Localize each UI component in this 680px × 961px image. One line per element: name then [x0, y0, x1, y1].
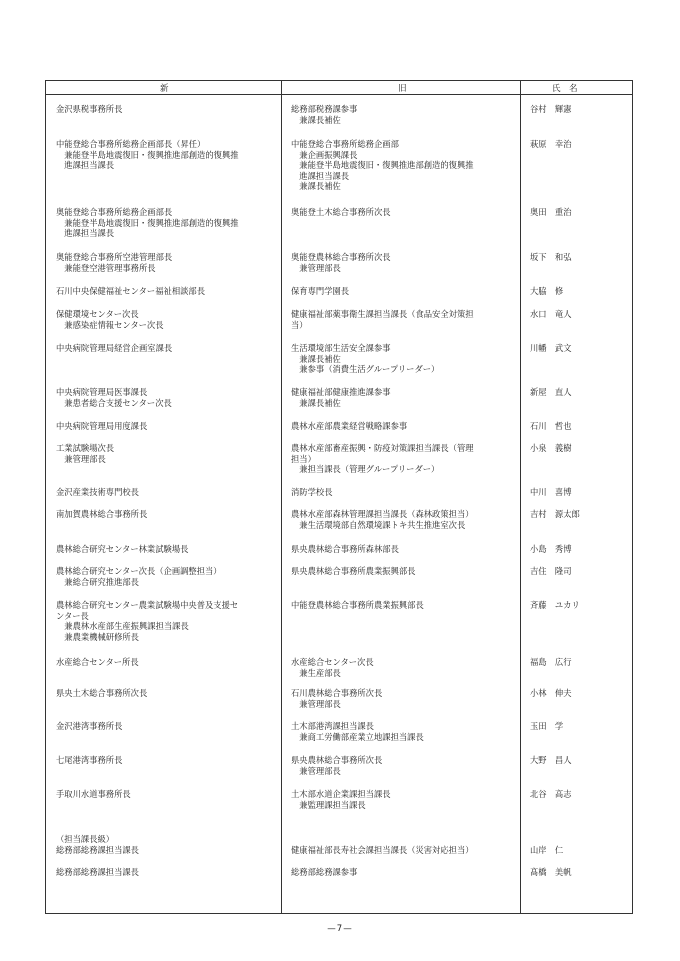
old-position-line: 健康福祉部長寿社会課担当課長（災害対応担当） — [291, 844, 474, 855]
old-position — [291, 834, 519, 855]
person-name — [530, 755, 620, 766]
person-name-line: 谷村 輝憲 — [530, 104, 572, 114]
person-name-line: 髙橋 美帆 — [530, 867, 572, 877]
old-position-line: 生活環境部生活安全課参事 — [291, 343, 391, 353]
new-position — [56, 252, 284, 273]
person-name-line: 川幡 武文 — [530, 343, 572, 353]
person-name-line: 奥田 重治 — [530, 207, 572, 217]
new-position-line: 農林総合研究センター次長（企画調整担当） — [56, 566, 222, 576]
new-position-line: 金沢産業技術専門校長 — [56, 487, 139, 497]
new-position-line: 中央病院管理局経営企画室課長 — [56, 343, 173, 353]
person-name-line: 中川 喜博 — [530, 487, 572, 497]
person-name — [530, 104, 620, 115]
old-position — [291, 252, 519, 273]
new-position — [56, 688, 284, 699]
old-position-line: 県央農林総合事務所次長 — [291, 755, 383, 765]
person-name — [530, 421, 620, 432]
person-name — [530, 487, 620, 498]
new-position — [56, 104, 284, 115]
new-position-line: 奥能登総合事務所総務企画部長 — [56, 207, 173, 217]
old-position-line: 兼管理部長 — [291, 262, 341, 273]
old-position-line: 兼監理課担当課長 — [291, 799, 366, 810]
person-name-line: 小林 伸夫 — [530, 688, 572, 698]
new-position — [56, 721, 284, 732]
old-position-line: 中能登農林総合事務所農業振興部長 — [291, 600, 424, 610]
person-name-line — [530, 834, 620, 845]
old-position-line: 県央農林総合事務所森林部長 — [291, 544, 399, 554]
new-position-line: 工業試験場次長 — [56, 443, 115, 453]
new-position — [56, 207, 284, 239]
new-position-line: 中能登総合事務所総務企画部長（昇任） — [56, 139, 206, 149]
old-position-line: 土木部水道企業課担当課長 — [291, 789, 391, 799]
new-position-line: 兼患者総合支援センター次長 — [56, 397, 172, 408]
new-position-line: 金沢港湾事務所長 — [56, 721, 123, 731]
old-position — [291, 487, 519, 498]
old-position-line: 奥能登農林総合事務所次長 — [291, 252, 391, 262]
old-position — [291, 387, 519, 408]
new-position-line: 総務部総務課担当課長 — [56, 844, 139, 855]
new-position-line: 保健環境センター次長 — [56, 309, 139, 319]
old-position-line — [291, 834, 519, 845]
person-name-line: 萩原 幸治 — [530, 139, 572, 149]
old-position-line: 兼生活環境部自然環境課トキ共生推進室次長 — [291, 519, 466, 530]
new-position-line: 進課担当課長 — [56, 228, 115, 239]
new-position-line: 南加賀農林総合事務所長 — [56, 509, 148, 519]
old-position — [291, 286, 519, 297]
new-position — [56, 755, 284, 766]
old-position-line: 土木部港湾課担当課長 — [291, 721, 374, 731]
person-name-line: 小泉 義樹 — [530, 443, 572, 453]
new-position-line: 手取川水道事務所長 — [56, 789, 131, 799]
new-position-line: 中央病院管理局医事課長 — [56, 387, 148, 397]
personnel-table — [45, 80, 633, 914]
person-name — [530, 309, 620, 320]
old-position-line: 兼課長補佐 — [291, 353, 341, 364]
new-position-line: 兼農業機械研修所長 — [56, 631, 139, 642]
old-position-line: 中能登総合事務所総務企画部 — [291, 139, 399, 149]
new-position — [56, 544, 284, 555]
old-position — [291, 104, 519, 125]
new-position-line: 県央土木総合事務所次長 — [56, 688, 148, 698]
old-position — [291, 657, 519, 678]
person-name — [530, 443, 620, 454]
person-name — [530, 509, 620, 520]
new-position-line: 石川中央保健福祉センター福祉相談部長 — [56, 286, 206, 296]
old-position-line: 農林水産部農業経営戦略課参事 — [291, 421, 408, 431]
person-name-line: 坂下 和弘 — [530, 252, 572, 262]
old-position-line: 兼参事（消費生活グループリーダー） — [291, 364, 440, 375]
old-position — [291, 139, 519, 192]
person-name — [530, 600, 620, 611]
old-position — [291, 721, 519, 742]
new-position — [56, 867, 284, 878]
new-position — [56, 387, 284, 408]
person-name — [530, 343, 620, 354]
person-name — [530, 139, 620, 150]
old-position-line: 健康福祉部薬事衛生課担当課長（食品安全対策担 — [291, 309, 474, 319]
old-position-line: 兼課長補佐 — [291, 181, 341, 192]
new-position-line: 兼総合研究推進部長 — [56, 576, 139, 587]
person-name-line: 北谷 高志 — [530, 789, 572, 799]
person-name — [530, 867, 620, 878]
old-position — [291, 566, 519, 577]
old-position-line: 健康福祉部健康推進課参事 — [291, 387, 391, 397]
new-position-line: 奥能登総合事務所空港管理部長 — [56, 252, 173, 262]
old-position — [291, 343, 519, 375]
old-position-line: 兼生産部長 — [291, 667, 341, 678]
old-position-line: 農林水産部畜産振興・防疫対策課担当課長（管理 — [291, 443, 474, 453]
table-header — [46, 81, 632, 95]
new-position-line: 総務部総務課担当課長 — [56, 867, 139, 877]
person-name — [530, 252, 620, 263]
column-divider — [520, 81, 521, 913]
person-name — [530, 544, 620, 555]
person-name — [530, 721, 620, 732]
header-new: 新 — [160, 84, 169, 94]
person-name — [530, 387, 620, 398]
new-position-line: 農林総合研究センター農業試験場中央普及支援セ — [56, 600, 239, 610]
old-position-line: 石川農林総合事務所次長 — [291, 688, 383, 698]
new-position-line: 兼感染症情報センター次長 — [56, 319, 164, 330]
old-position-line: 進課担当課長 — [291, 170, 350, 181]
new-position — [56, 443, 284, 464]
page-number: —7— — [327, 924, 353, 934]
new-position-line: （担当課長級） — [56, 834, 115, 844]
old-position-line: 奥能登土木総合事務所次長 — [291, 207, 391, 217]
person-name-line: 小島 秀博 — [530, 544, 572, 554]
new-position — [56, 343, 284, 354]
person-name-line: 水口 竜人 — [530, 309, 572, 319]
person-name-line: 玉田 学 — [530, 721, 564, 731]
new-position-line: 水産総合センター所長 — [56, 657, 139, 667]
person-name — [530, 688, 620, 699]
new-position — [56, 509, 284, 520]
new-position — [56, 286, 284, 297]
person-name-line: 吉村 源太郎 — [530, 509, 580, 519]
new-position — [56, 789, 284, 800]
person-name — [530, 207, 620, 218]
person-name — [530, 286, 620, 297]
old-position — [291, 309, 519, 330]
old-position-line: 当） — [291, 319, 308, 330]
new-position-line: 兼能登半島地震復旧・復興推進部創造的復興推 — [56, 149, 239, 160]
old-position-line: 兼課長補佐 — [291, 397, 341, 408]
new-position-line: 兼農林水産部生産振興課担当課長 — [56, 621, 189, 632]
old-position-line: 兼能登半島地震復旧・復興推進部創造的復興推 — [291, 160, 474, 171]
new-position — [56, 421, 284, 432]
new-position-line: 兼能登半島地震復旧・復興推進部創造的復興推 — [56, 217, 239, 228]
person-name — [530, 566, 620, 577]
person-name — [530, 657, 620, 668]
person-name-line: 石川 哲也 — [530, 421, 572, 431]
person-name — [530, 789, 620, 800]
person-name-line: 新屋 直人 — [530, 387, 572, 397]
old-position-line: 兼商工労働部産業立地課担当課長 — [291, 731, 424, 742]
person-name — [530, 834, 620, 855]
new-position — [56, 566, 284, 587]
old-position-line: 兼管理部長 — [291, 698, 341, 709]
old-position — [291, 421, 519, 432]
new-position-line: 七尾港湾事務所長 — [56, 755, 123, 765]
old-position-line: 兼企画振興課長 — [291, 149, 358, 160]
old-position-line: 兼管理部長 — [291, 765, 341, 776]
old-position-line: 総務部税務課参事 — [291, 104, 358, 114]
old-position-line: 消防学校長 — [291, 487, 333, 497]
new-position-line: 金沢県税事務所長 — [56, 104, 123, 114]
new-position-line: ンター長 — [56, 610, 89, 621]
old-position-line: 兼担当課長（管理グループリーダー） — [291, 464, 440, 475]
old-position — [291, 509, 519, 530]
old-position — [291, 688, 519, 709]
new-position — [56, 834, 284, 855]
person-name-line: 大野 昌人 — [530, 755, 572, 765]
person-name-line: 福島 広行 — [530, 657, 572, 667]
new-position-line: 中央病院管理局用度課長 — [56, 421, 148, 431]
person-name-line: 山岸 仁 — [530, 844, 564, 855]
old-position-line: 兼課長補佐 — [291, 114, 341, 125]
old-position — [291, 544, 519, 555]
old-position — [291, 207, 519, 218]
old-position-line: 農林水産部森林管理課担当課長（森林政策担当） — [291, 509, 474, 519]
person-name-line: 斉藤 ユカリ — [530, 600, 580, 610]
new-position-line: 進課担当課長 — [56, 160, 115, 171]
new-position-line: 兼能登空港管理事務所長 — [56, 262, 156, 273]
new-position — [56, 487, 284, 498]
header-old: 旧 — [398, 84, 407, 94]
new-position — [56, 657, 284, 668]
old-position — [291, 443, 519, 475]
old-position — [291, 755, 519, 776]
old-position — [291, 600, 519, 611]
old-position-line: 県央農林総合事務所農業振興部長 — [291, 566, 416, 576]
old-position — [291, 789, 519, 810]
header-name: 氏 名 — [552, 84, 578, 94]
new-position-line: 兼管理部長 — [56, 453, 106, 464]
old-position-line: 担当） — [291, 453, 316, 464]
old-position-line: 保育専門学園長 — [291, 286, 350, 296]
new-position-line: 農林総合研究センター林業試験場長 — [56, 544, 189, 554]
old-position-line: 総務部総務課参事 — [291, 867, 358, 877]
person-name-line: 吉住 隆司 — [530, 566, 572, 576]
new-position — [56, 309, 284, 330]
old-position-line: 水産総合センター次長 — [291, 657, 374, 667]
new-position — [56, 600, 284, 642]
person-name-line: 大脇 修 — [530, 286, 564, 296]
new-position — [56, 139, 284, 171]
old-position — [291, 867, 519, 878]
